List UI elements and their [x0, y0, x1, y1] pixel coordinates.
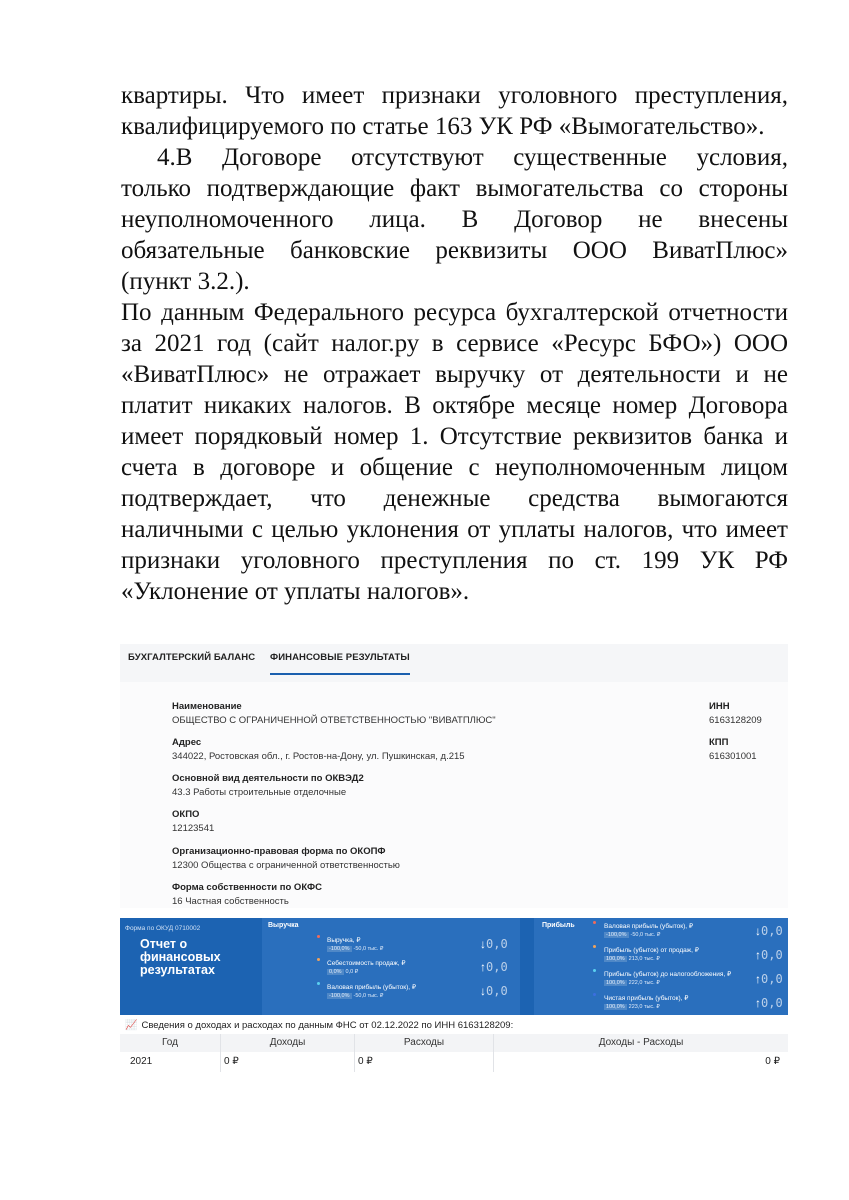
- text-line: (пункт 3.2.).: [121, 268, 250, 295]
- arrow-up-icon: ↑: [480, 960, 486, 974]
- text-line: обязательные банковские реквизиты ООО ВиватПлюс»: [121, 237, 788, 264]
- kpp-label: КПП: [709, 737, 729, 748]
- text-line: платит никаких налогов. В октябре месяце номер Договора: [121, 392, 788, 419]
- fns-section-title: [125, 1020, 513, 1031]
- metric-pct: 100,0%: [606, 1004, 625, 1010]
- metric-name: Себестоимость продаж, ₽: [327, 960, 406, 967]
- text-line: только подтверждающие факт вымогательства со стороны: [121, 175, 788, 202]
- metric-value: ↑0,0: [755, 972, 783, 986]
- cell-year: 2021: [130, 1056, 153, 1067]
- text-line: имеет порядковый номер 1. Отсутствие реквизитов банка и: [121, 423, 788, 450]
- cell-income: 0 ₽: [224, 1056, 239, 1067]
- arrow-up-icon: ↑: [755, 948, 761, 962]
- fns-income-table: [120, 1034, 788, 1074]
- inn-value: 6163128209: [709, 715, 762, 726]
- metric-change: [604, 932, 660, 938]
- text-line: 4.В Договоре отсутствуют существенные условия,: [157, 144, 788, 171]
- metric-pct: 100,0%: [606, 980, 625, 986]
- okopf-value: 12300 Общества с ограниченной ответственностью: [172, 860, 400, 871]
- col-header-diff: Доходы - Расходы: [494, 1034, 788, 1052]
- metric-change: [327, 969, 358, 975]
- text-line: неуполномоченного лица. В Договор не внесены: [121, 206, 788, 233]
- address-value: 344022, Ростовская обл., г. Ростов-на-Дону, ул. Пушкинская, д.215: [172, 751, 465, 762]
- metric-change: [604, 1004, 660, 1010]
- metric-change: [327, 993, 383, 999]
- chart-line-icon: 📈: [125, 1020, 138, 1031]
- text-line: «Уклонение от уплаты налогов».: [121, 578, 470, 605]
- document-text: [121, 80, 788, 607]
- address-label: Адрес: [172, 737, 202, 748]
- series-dot-icon: [317, 982, 320, 985]
- fns-title-text: Сведения о доходах и расходах по данным ФНС от 02.12.2022 по ИНН 6163128209:: [141, 1020, 514, 1031]
- metric-pct: -100,0%: [329, 993, 350, 999]
- metric-name: Прибыль (убыток) от продаж, ₽: [604, 947, 699, 954]
- metric-value: ↓0,0: [755, 924, 783, 938]
- tab-financial-results[interactable]: ФИНАНСОВЫЕ РЕЗУЛЬТАТЫ: [270, 652, 410, 675]
- metric-value: ↑0,0: [755, 948, 783, 962]
- tab-balance[interactable]: БУХГАЛТЕРСКИЙ БАЛАНС: [128, 652, 256, 663]
- text-line: за 2021 год (сайт налог.ру в сервисе «Ресурс БФО») ООО: [121, 330, 788, 357]
- inn-label: ИНН: [709, 701, 730, 712]
- text-line: наличными с целью уклонения от уплаты налогов, что имеет: [121, 516, 788, 543]
- series-dot-icon: [593, 945, 596, 948]
- metric-value: ↑0,0: [755, 996, 783, 1010]
- text-line: «ВиватПлюс» не отражает выручку от деятельности и не: [121, 361, 788, 388]
- metric-name: Выручка, ₽: [327, 937, 361, 944]
- series-dot-icon: [317, 935, 320, 938]
- column-divider: [354, 1034, 355, 1072]
- report-title: Отчет о финансовых результатах: [140, 937, 221, 977]
- metric-delta: 213,0 тыс. ₽: [628, 956, 660, 962]
- metric-delta: 0,0 ₽: [345, 969, 359, 975]
- metric-pct: 0,0%: [329, 969, 342, 975]
- metric-name: Чистая прибыль (убыток), ₽: [604, 995, 689, 1002]
- financial-results-panel: [120, 918, 788, 1015]
- cell-expense: 0 ₽: [358, 1056, 373, 1067]
- kpp-value: 616301001: [709, 751, 757, 762]
- name-value: ОБЩЕСТВО С ОГРАНИЧЕННОЙ ОТВЕТСТВЕННОСТЬЮ "ВИВАТПЛЮС": [172, 715, 496, 726]
- text-line: подтверждает, что денежные средства вымогаются: [121, 485, 788, 512]
- metric-delta: -50,0 тыс. ₽: [353, 993, 384, 999]
- arrow-up-icon: ↑: [755, 972, 761, 986]
- arrow-up-icon: ↑: [755, 996, 761, 1010]
- metric-change: [327, 946, 383, 952]
- metric-pct: -100,0%: [329, 946, 350, 952]
- okved-label: Основной вид деятельности по ОКВЭД2: [172, 773, 364, 784]
- metric-delta: -50,0 тыс. ₽: [353, 946, 384, 952]
- arrow-down-icon: ↓: [480, 984, 486, 998]
- metric-pct: 100,0%: [606, 956, 625, 962]
- column-divider: [493, 1034, 494, 1072]
- metric-change: [604, 980, 660, 986]
- arrow-down-icon: ↓: [755, 924, 761, 938]
- col-header-year: Год: [120, 1034, 220, 1052]
- okfs-label: Форма собственности по ОКФС: [172, 882, 322, 893]
- col-header-income: Доходы: [221, 1034, 354, 1052]
- text-line: квалифицируемого по статье 163 УК РФ «Вымогательство».: [121, 113, 765, 140]
- series-dot-icon: [317, 958, 320, 961]
- metric-name: Прибыль (убыток) до налогообложения, ₽: [604, 971, 732, 978]
- metric-pct: -100,0%: [606, 932, 627, 938]
- text-line: квартиры. Что имеет признаки уголовного преступления,: [121, 82, 788, 109]
- series-dot-icon: [593, 969, 596, 972]
- profit-label: Прибыль: [542, 922, 575, 929]
- text-line: По данным Федерального ресурса бухгалтерской отчетности: [121, 299, 788, 326]
- series-dot-icon: [593, 921, 596, 924]
- okpo-value: 12123541: [172, 823, 215, 834]
- series-dot-icon: [593, 993, 596, 996]
- text-line: счета в договоре и общение с неуполномоченным лицом: [121, 454, 788, 481]
- col-header-expense: Расходы: [355, 1034, 493, 1052]
- metric-value: ↓0,0: [480, 984, 508, 998]
- text-line: признаки уголовного преступления по ст. 199 УК РФ: [121, 547, 788, 574]
- metric-value: ↓0,0: [480, 937, 508, 951]
- metric-delta: -50,0 тыс. ₽: [630, 932, 661, 938]
- metric-delta: 223,0 тыс. ₽: [628, 1004, 660, 1010]
- okfs-value: 16 Частная собственность: [172, 896, 289, 907]
- name-label: Наименование: [172, 701, 242, 712]
- okved-value: 43.3 Работы строительные отделочные: [172, 787, 347, 798]
- organization-info: [120, 682, 788, 908]
- okud-form-label: Форма по ОКУД 0710002: [125, 925, 201, 932]
- cell-diff: 0 ₽: [765, 1056, 780, 1067]
- metric-value: ↑0,0: [480, 960, 508, 974]
- metric-delta: 222,0 тыс. ₽: [628, 980, 660, 986]
- metric-name: Валовая прибыль (убыток), ₽: [604, 923, 694, 930]
- metric-change: [604, 956, 660, 962]
- metric-name: Валовая прибыль (убыток), ₽: [327, 984, 417, 991]
- arrow-down-icon: ↓: [480, 937, 486, 951]
- okpo-label: ОКПО: [172, 809, 200, 820]
- revenue-label: Выручка: [268, 922, 299, 929]
- column-divider: [220, 1034, 221, 1072]
- bfo-screenshot: [120, 644, 788, 1074]
- okopf-label: Организационно-правовая форма по ОКОПФ: [172, 846, 386, 857]
- tab-bar: [120, 644, 788, 682]
